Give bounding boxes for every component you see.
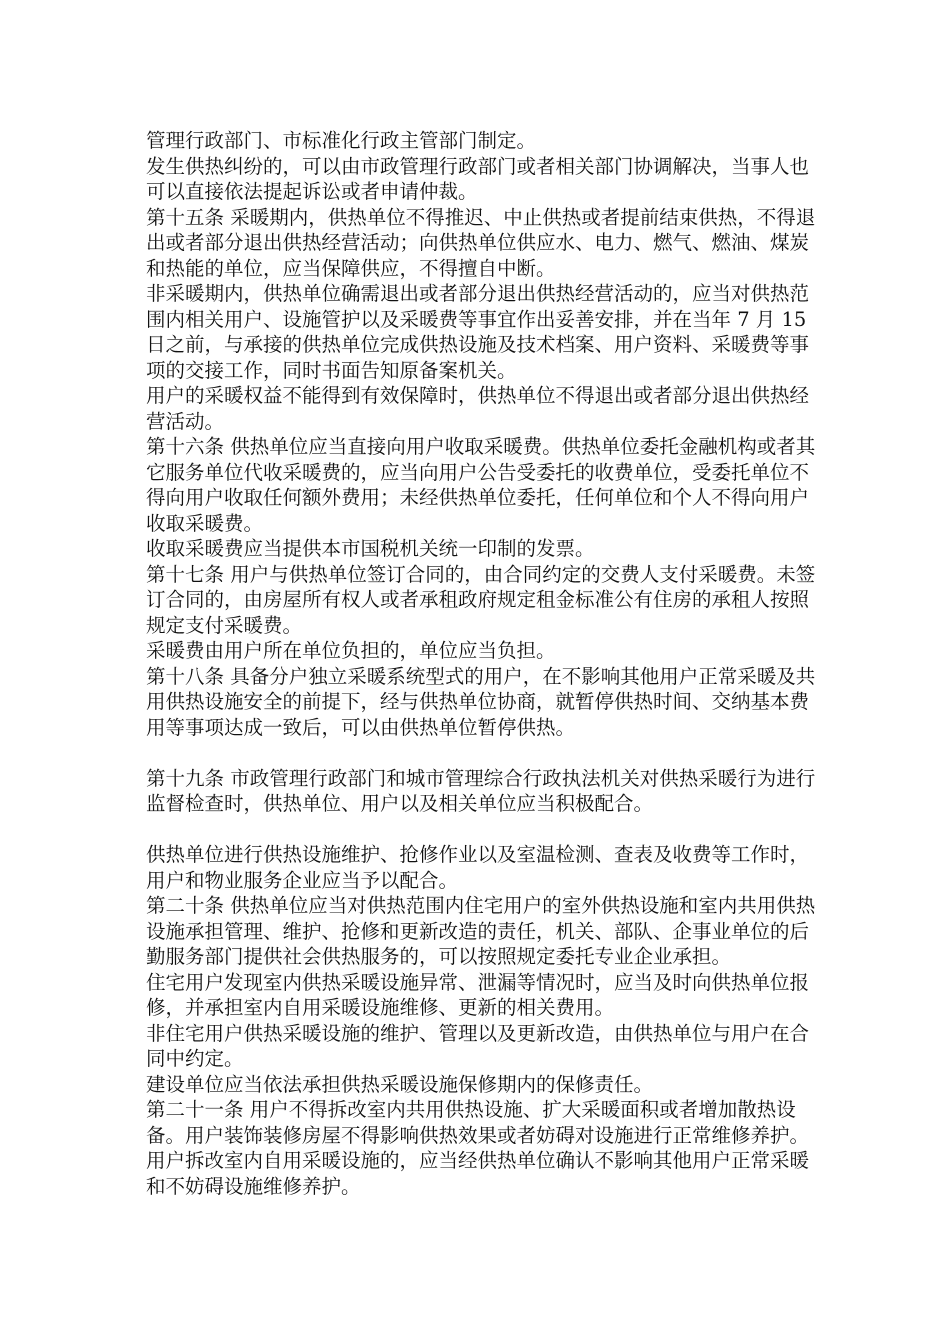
paragraph-warranty: 建设单位应当依法承担供热采暖设施保修期内的保修责任。 — [146, 1072, 654, 1096]
paragraph-article-15: 第十五条 采暖期内，供热单位不得推迟、中止供热或者提前结束供热，不得退出或者部分退出供热经营活动；向供热单位供应水、电力、燃气、燃油、煤炭和热能的单位，应当保障供应，不得擅自中断。 — [146, 205, 816, 280]
paragraph-unit-burden: 采暖费由用户所在单位负担的，单位应当负担。 — [146, 639, 556, 662]
paragraph-spacer — [146, 740, 826, 766]
paragraph-spacer — [146, 817, 826, 843]
paragraph-continuation: 管理行政部门、市标准化行政主管部门制定。 — [146, 129, 537, 152]
paragraph-self-use-facilities: 用户拆改室内自用采暖设施的，应当经供热单位确认不影响其他用户正常采暖和不妨碍设施维修养护。 — [146, 1149, 810, 1198]
paragraph-article-19: 第十九条 市政管理行政部门和城市管理综合行政执法机关对供热采暖行为进行监督检查时，供热单位、用户以及相关单位应当积极配合。 — [146, 766, 816, 815]
paragraph-article-17: 第十七条 用户与供热单位签订合同的，由合同约定的交费人支付采暖费。未签订合同的，由房屋所有权人或者承租政府规定租金标准公有住房的承租人按照规定支付采暖费。 — [146, 562, 816, 637]
paragraph-article-20: 第二十条 供热单位应当对供热范围内住宅用户的室外供热设施和室内共用供热设施承担管理、维护、抢修和更新改造的责任，机关、部队、企事业单位的后勤服务部门提供社会供热服务的，可以按照规定委托专业企业承担。 — [146, 894, 816, 968]
paragraph-user-rights: 用户的采暖权益不能得到有效保障时，供热单位不得退出或者部分退出供热经营活动。 — [146, 384, 810, 433]
document-body — [146, 128, 826, 1199]
paragraph-dispute-resolution: 发生供热纠纷的，可以由市政管理行政部门或者相关部门协调解决，当事人也可以直接依法提起诉讼或者申请仲裁。 — [146, 154, 810, 203]
paragraph-article-16: 第十六条 供热单位应当直接向用户收取采暖费。供热单位委托金融机构或者其它服务单位代收采暖费的，应当向用户公告受委托的收费单位，受委托单位不得向用户收取任何额外费用；未经供热单位委托，任何单位和个人不得向用户收取采暖费。 — [146, 435, 816, 535]
paragraph-article-21: 第二十一条 用户不得拆改室内共用供热设施、扩大采暖面积或者增加散热设备。用户装饰装修房屋不得影响供热效果或者妨碍对设施进行正常维修养护。 — [146, 1098, 810, 1147]
paragraph-non-residential: 非住宅用户供热采暖设施的维护、管理以及更新改造，由供热单位与用户在合同中约定。 — [146, 1021, 810, 1070]
paragraph-invoice: 收取采暖费应当提供本市国税机关统一印制的发票。 — [146, 537, 595, 560]
paragraph-residential-repair: 住宅用户发现室内供热采暖设施异常、泄漏等情况时，应当及时向供热单位报修，并承担室内自用采暖设施维修、更新的相关费用。 — [146, 970, 810, 1019]
paragraph-article-18: 第十八条 具备分户独立采暖系统型式的用户，在不影响其他用户正常采暖及共用供热设施安全的前提下，经与供热单位协商，就暂停供热时间、交纳基本费用等事项达成一致后，可以由供热单位暂停供热。 — [146, 664, 816, 739]
paragraph-non-heating-period: 非采暖期内，供热单位确需退出或者部分退出供热经营活动的，应当对供热范围内相关用户、设施管护以及采暖费等事宜作出妥善安排，并在当年 7 月 15 日之前，与承接的供热单位完成供热设施及技术档案、用户资料、采暖费等事项的交接工作，同时书面告知原备案机关。 — [146, 282, 810, 382]
paragraph-maintenance-cooperation: 供热单位进行供热设施维护、抢修作业以及室温检测、查表及收费等工作时，用户和物业服务企业应当予以配合。 — [146, 843, 810, 892]
